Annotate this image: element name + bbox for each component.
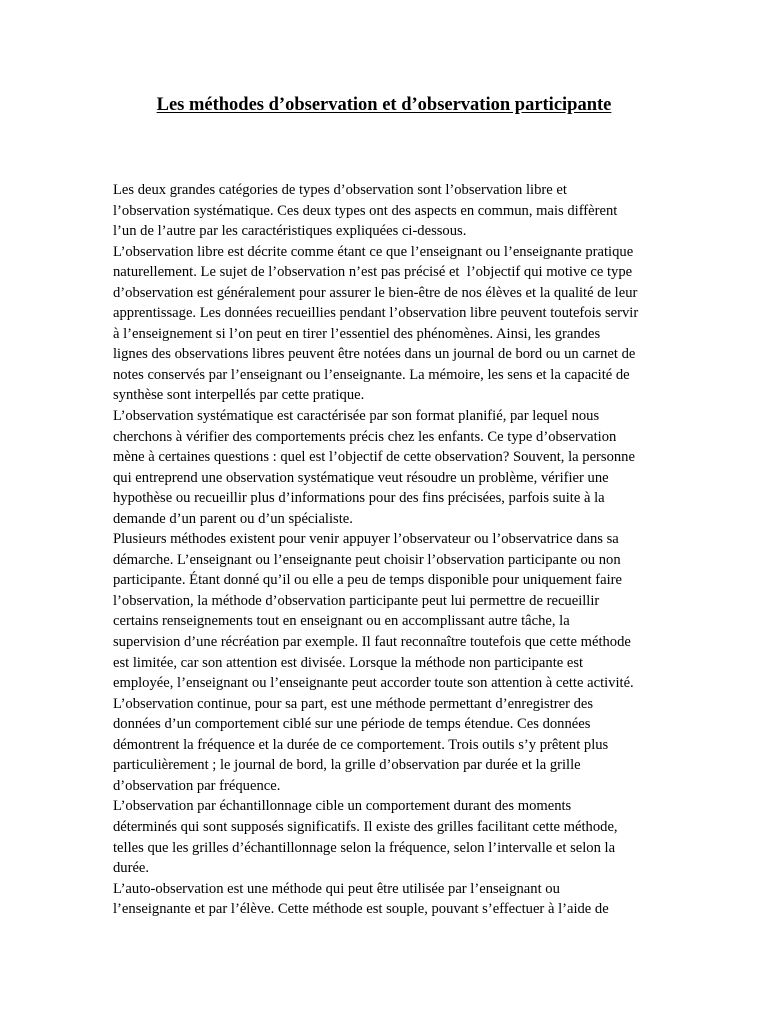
- text-line: L’observation continue, pour sa part, est une méthode permettant d’enregistrer des: [113, 695, 594, 712]
- text-line: cherchons à vérifier des comportements précis chez les enfants. Ce type d’observation: [113, 428, 617, 445]
- text-line: mène à certaines questions : quel est l’objectif de cette observation? Souvent, la personne: [113, 449, 635, 466]
- text-line: participante. Étant donné qu’il ou elle a peu de temps disponible pour uniquement faire: [113, 572, 623, 589]
- text-line: durée.: [113, 860, 150, 877]
- text-line: démontrent la fréquence et la durée de ce comportement. Trois outils s’y prêtent plus: [113, 736, 609, 753]
- text-line: apprentissage. Les données recueillies pendant l’observation libre peuvent toutefois servir: [113, 305, 639, 322]
- document-body: [113, 180, 673, 920]
- text-line: telles que les grilles d’échantillonnage selon la fréquence, selon l’intervalle et selon la: [113, 839, 616, 856]
- text-line: lignes des observations libres peuvent être notées dans un journal de bord ou un carnet de: [113, 346, 636, 363]
- text-line: d’observation par fréquence.: [113, 777, 281, 794]
- text-line: à l’enseignement si l’on peut en tirer l’essentiel des phénomènes. Ainsi, les grandes: [113, 325, 601, 342]
- text-line: qui entreprend une observation systématique veut résoudre un problème, vérifier une: [113, 469, 609, 486]
- text-line: employée, l’enseignant ou l’enseignante peut accorder toute son attention à cette activité.: [113, 675, 634, 692]
- text-line: données d’un comportement ciblé sur une période de temps étendue. Ces données: [113, 716, 591, 733]
- text-line: l’un de l’autre par les caractéristiques expliquées ci-dessous.: [113, 223, 467, 240]
- text-line: notes conservés par l’enseignant ou l’enseignante. La mémoire, les sens et la capacité de: [113, 366, 630, 383]
- text-line: démarche. L’enseignant ou l’enseignante peut choisir l’observation participante ou non: [113, 551, 621, 568]
- text-line: d’observation est généralement pour assurer le bien-être de nos élèves et la qualité de leur: [113, 284, 638, 301]
- text-line: déterminés qui sont supposés significatifs. Il existe des grilles facilitant cette méthode,: [113, 818, 618, 835]
- text-line: L’observation systématique est caractérisée par son format planifié, par lequel nous: [113, 408, 600, 425]
- text-line: synthèse sont interpellés par cette pratique.: [113, 387, 365, 404]
- text-line: particulièrement ; le journal de bord, la grille d’observation par durée et la grille: [113, 757, 581, 774]
- text-line: l’enseignante et par l’élève. Cette méthode est souple, pouvant s’effectuer à l’aide de: [113, 901, 609, 918]
- text-line: L’observation libre est décrite comme étant ce que l’enseignant ou l’enseignante pratique: [113, 243, 634, 260]
- text-line: L’observation par échantillonnage cible un comportement durant des moments: [113, 798, 572, 815]
- text-line: certains renseignements tout en enseignant ou en accomplissant autre tâche, la: [113, 613, 570, 630]
- text-line: Les deux grandes catégories de types d’observation sont l’observation libre et: [113, 182, 567, 198]
- text-line: l’observation, la méthode d’observation participante peut lui permettre de recueillir: [113, 592, 600, 609]
- text-line: L’auto-observation est une méthode qui peut être utilisée par l’enseignant ou: [113, 880, 560, 897]
- text-line: l’observation systématique. Ces deux types ont des aspects en commun, mais diffèrent: [113, 202, 618, 219]
- text-line: supervision d’une récréation par exemple. Il faut reconnaître toutefois que cette méthode: [113, 634, 631, 651]
- text-line: Plusieurs méthodes existent pour venir appuyer l’observateur ou l’observatrice dans sa: [113, 531, 619, 548]
- text-line: hypothèse ou recueillir plus d’informations pour des fins précisées, parfois suite à la: [113, 490, 605, 507]
- text-line: demande d’un parent ou d’un spécialiste.: [113, 510, 353, 527]
- text-line: est limitée, car son attention est divisée. Lorsque la méthode non participante est: [113, 654, 584, 671]
- text-line: naturellement. Le sujet de l’observation n’est pas précisé et l’objectif qui motive ce type: [113, 264, 633, 281]
- page-title: Les méthodes d’observation et d’observation participante: [156, 95, 612, 115]
